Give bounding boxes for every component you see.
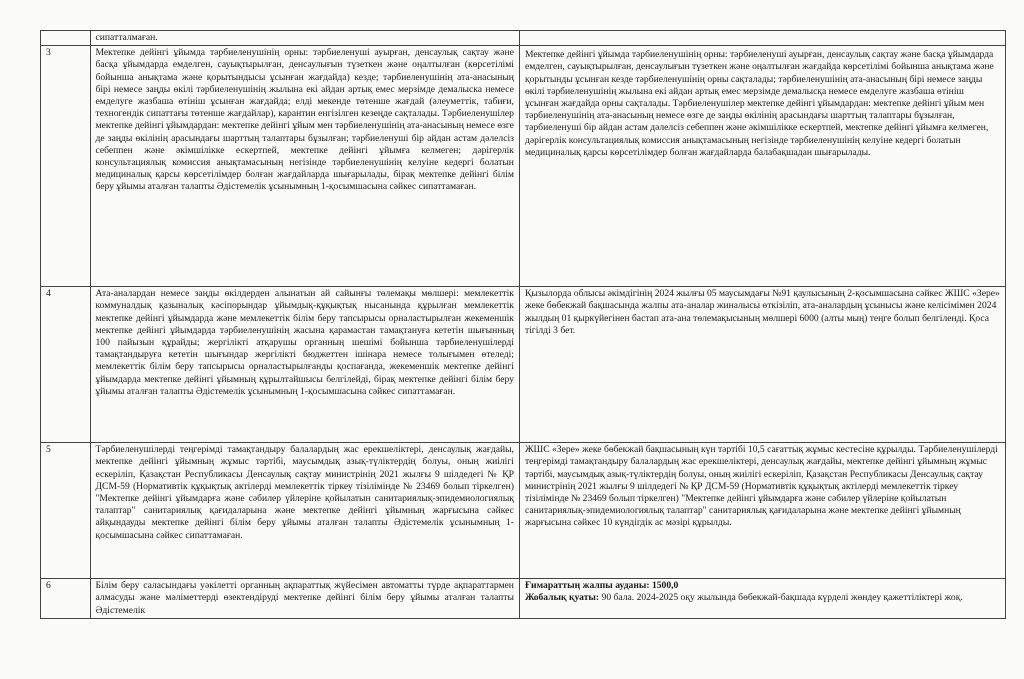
building-area-value: 1500,0	[649, 580, 679, 592]
response-cell	[519, 31, 1005, 46]
building-area-line	[525, 580, 1000, 592]
response-cell	[519, 46, 1005, 287]
row-number	[41, 31, 91, 46]
table-row	[41, 579, 1006, 619]
response-cell	[519, 579, 1005, 619]
requirement-cell: Тәрбиеленушілерді теңгерімді тамақтандыру балалардың жас ерекшеліктері, денсаулық жағдайы, мектепке дейінгі ұйымның жұмыс тәртібі, маусымдық азық-түліктердің болуы, оның жиілігі ескеріліп, Қазақстан Республикасы Денсаулық сақтау министрінің 2021 жылғы 9 шілдедегі № ҚР ДСМ-59 (Нормативтік құқықтық актілерді мемлекеттік тіркеу тізілімінде № 23469 болып тіркелген) "Мектепке дейінгі ұйымдарға және сәбилер үйлеріне қойылатын санитариялық-эпидемиологиялық талаптар" санитариялық қағидаларына және мектепке дейінгі ұйымның жарғысына сәйкес айқындауды мектепке дейінгі білім беру ұйымы аталған талапты Әдістемелік ұсынымның 1-қосымшасына сәйкес сипаттамаған.	[90, 443, 519, 579]
row-number: 3	[41, 46, 91, 287]
table-row	[41, 443, 1006, 579]
row-number: 5	[41, 443, 91, 579]
response-cell: Қызылорда облысы әкімдігінің 2024 жылғы 05 маусымдағы №91 қаулысының 2-қосымшасына сәйкес ЖШС «Зере» жеке бөбекжай бақшасында жалпы ата-аналар жиналысы өткізіліп, ата-аналардың ұсынысы және келісімімен 2024 жылдың 01 қыркүйегінен бастап ата-ана төлемақысының мөлшері 6000 (алты мың) теңге болып белгіленді. Қоса тігілді 3 бет.	[519, 287, 1005, 443]
table-row	[41, 31, 1006, 46]
response-text: Мектепке дейінгі ұйымда тәрбиеленушінің орны: тәрбиеленуші ауырған, денсаулық сақтау және басқа ұйымдарда емделген, сауықтырылған, денсаулығын түзеткен және оңалтылған жағдайда көрсетілімі бойынша анықтама және қорытынды ұсынған кезде тәрбиеленушінің орны сақталады; тәрбиеленушінің ата-анасының бірі немесе заңды өкілі тәрбиеленушінің жылына екі айдан артық емес мерзімде демалысқа немесе емделуге жазбаша өтініш ұсынған жағдайда орны сақталады. Тәрбиеленушілер мектепке дейінгі ұйымдардан: мектепке дейінгі ұйым мен тәрбиеленушінің ата-анасының немесе өзге де заңды өкілінің арасындағы шарттың талаптары бұзылған, тәрбиеленуші бір айдан астам дәлелсіз себеппен және әкімшілікке ескертпей, мектепке дейінгі ұйымға келмеген, дәрігерлік консультациялық комиссия анықтамасының негізінде тәрбиеленушінің келуіне кедергі болатын медициналық қарсы көрсетілімдер болған жағдайларда балабақшадан шығарылады.	[524, 49, 994, 158]
table-row	[41, 46, 1006, 287]
requirement-cell: сипатталмаған.	[90, 31, 519, 46]
response-cell: ЖШС «Зере» жеке бөбекжай бақшасының күн тәртібі 10,5 сағаттық жұмыс кестесіне құрылды. Тәрбиеленушілерді теңгерімді тамақтандыру балалардың жас ерекшеліктері, денсаулық жағдайы, мектепке дейінгі ұйымның жұмыс тәртібі, маусымдық азық-түліктердің болуы, оның жиілігі ескеріліп, Қазақстан Республикасы Денсаулық сақтау министрінің 2021 жылғы 9 шілдедегі № ҚР ДСМ-59 (Нормативтік құқықтық актілерді мемлекеттік тіркеу тізілімінде № 23469 болып тіркелген) "Мектепке дейінгі ұйымдарға және сәбилер үйлеріне қойылатын санитариялық-эпидемиологиялық талаптар" санитариялық қағидаларына және мектепке дейінгі ұйымның жарғысына сәйкес 10 күндігдік ас мәзірі құрылды.	[519, 443, 1005, 579]
assessment-table	[40, 30, 1006, 619]
requirement-cell: Мектепке дейінгі ұйымда тәрбиеленушінің орны: тәрбиеленуші ауырған, денсаулық сақтау және басқа ұйымдарда емделген, сауықтырылған, денсаулығын түзеткен және оңалтылған (көрсетілімі бойынша анықтама және қорытындысы ұсынған жағдайда) кезде; тәрбиеленушінің ата-анасының бірі немесе заңды өкілі тәрбиеленушінің жылына екі айдан артық емес мерзімде демалыска немесе емделуге жазбаша өтініш ұсынған жағдайда; елді мекенде төтенше жағдай (әлеуметтік, табиғи, техногендік сипаттағы төтенше жағдайлар), карантин енгізілген кезеңде сақталады. Тәрбиеленушілер мектепке дейінгі ұйымдардан: мектепке дейінгі ұйым мен тәрбиеленушінің ата-анасының немесе өзге де заңды өкілінің арасындағы шарттың талаптары бұзылған; тәрбиеленуші бір айдан астам дәлелсіз себеппен және әкімшілікке ескертпей, мектепке дейінгі ұйымға келмеген; дәрігерлік консультациялық комиссия анықтамасының негізінде тәрбиеленушінің келуіне кедергі болатын медициналық қарсы көрсетілімдер болған жағдайларда шығарылады, бірақ мектепке дейінгі білім беру ұйымы аталған талапты Әдістемелік ұсынымның 1-қосымшасына сәйкес сипаттамаған.	[90, 46, 519, 287]
table-row	[41, 287, 1006, 443]
requirement-cell: Ата-аналардан немесе заңды өкілдерден алынатын ай сайынғы төлемақы мөлшері: мемлекеттік коммуналдық қазыналық кәсіпорындар ұйымдық-құқықтық нысанында құрылған мемлекеттік мектепке дейінгі ұйымдарда және мемлекеттік білім беру тапсырысы орналастырылған жекеменшік мектепке дейінгі ұйымдарда тәрбиеленушінің жасына қарамастан тамақтануға кететін шығынның 100 пайызын құрайды; жергілікті атқарушы органның шешімі бойынша тәрбиеленушілерді тамақтандыруға кететін шығындар жергілікті бюджеттен ішінара немесе толығымен өтеледі; мемлекеттік білім беру тапсырысы орналастырылғанды қоспағанда, жекеменшік мектепке дейінгі ұйымдарда мектепке дейінгі ұйымның құрылтайшысы белгілейді, бірақ мектепке дейінгі білім беру ұйымы аталған талапты Әдістемелік ұсынымның 1-қосымшасына сәйкес сипаттамаған.	[90, 287, 519, 443]
row-number: 6	[41, 579, 91, 619]
row-number: 4	[41, 287, 91, 443]
design-capacity-value: 90 бала. 2024-2025 оқу жылында бөбекжай-бақшада күрделі жөндеу қажеттіліктері жоқ.	[599, 592, 963, 604]
design-capacity-line	[525, 592, 1000, 604]
design-capacity-label: Жобалық қуаты:	[524, 592, 600, 604]
requirement-cell: Білім беру саласындағы уәкілетті органның ақпараттық жүйесімен автоматты түрде ақпараттармен алмасуды және мәліметтерді өзектендіруді мектепке дейінгі білім беру ұйымы аталған талапты Әдістемелік	[90, 579, 519, 619]
building-area-label: Ғимараттың жалпы ауданы:	[524, 580, 650, 592]
